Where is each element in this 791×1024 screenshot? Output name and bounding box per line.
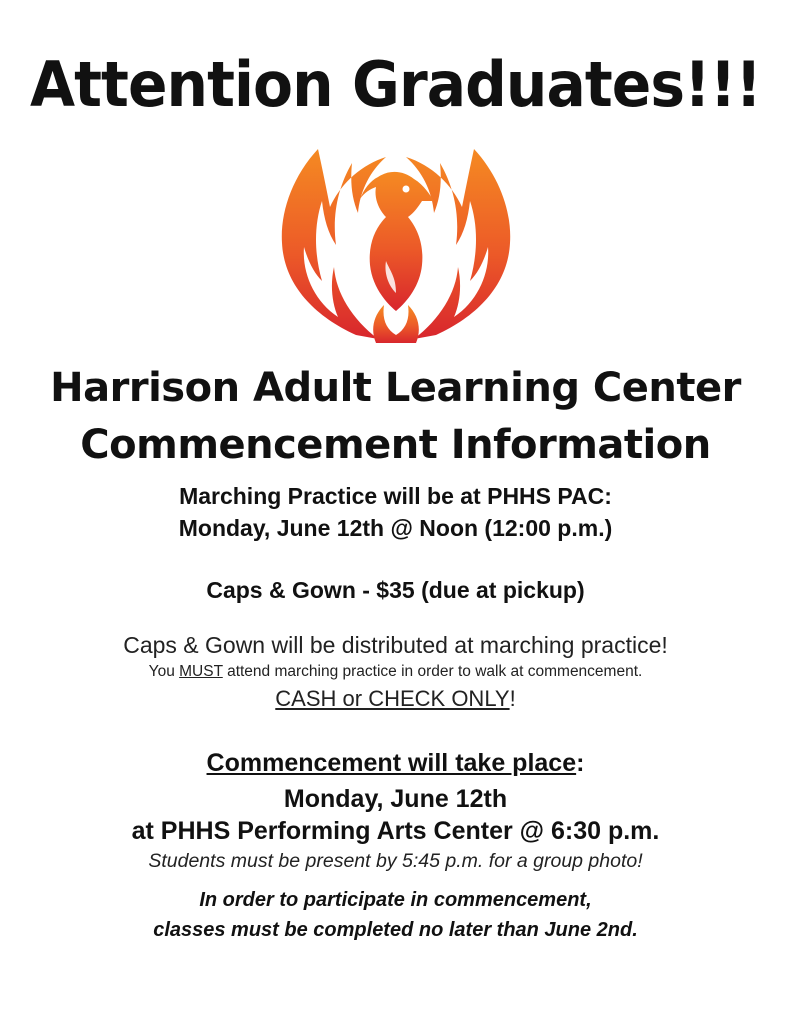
phoenix-icon (278, 143, 514, 343)
must-word: MUST (179, 663, 223, 680)
requirement-line-1: In order to participate in commencement, (199, 889, 592, 911)
marching-practice-time: Monday, June 12th @ Noon (12:00 p.m.) (178, 515, 613, 541)
commencement-heading (0, 747, 791, 779)
requirement-line-2: classes must be completed no later than June 2nd. (153, 919, 638, 941)
title-line-1: Harrison Adult Learning Center (50, 365, 741, 411)
distribution-note: Caps & Gown will be distributed at marching practice! (123, 632, 668, 658)
marching-practice-location: Marching Practice will be at PHHS PAC: (179, 483, 612, 509)
commencement-venue: at PHHS Performing Arts Center @ 6:30 p.m. (131, 817, 660, 845)
caps-gown-price: Caps & Gown - $35 (due at pickup) (206, 577, 585, 603)
payment-suffix: ! (509, 686, 516, 711)
commencement-heading-text: Commencement will take place (206, 749, 577, 777)
attendance-requirement (0, 662, 791, 682)
must-suffix: attend marching practice in order to walk at commencement. (222, 663, 643, 680)
commencement-heading-colon: : (576, 749, 585, 777)
title-line-2: Commencement Information (80, 422, 711, 468)
commencement-date: Monday, June 12th (283, 785, 508, 813)
headline: Attention Graduates!!! (29, 48, 762, 121)
payment-note (0, 684, 791, 714)
must-prefix: You (148, 663, 180, 680)
payment-methods: CASH or CHECK ONLY (275, 686, 510, 711)
group-photo-note: Students must be present by 5:45 p.m. for a group photo! (148, 850, 643, 872)
